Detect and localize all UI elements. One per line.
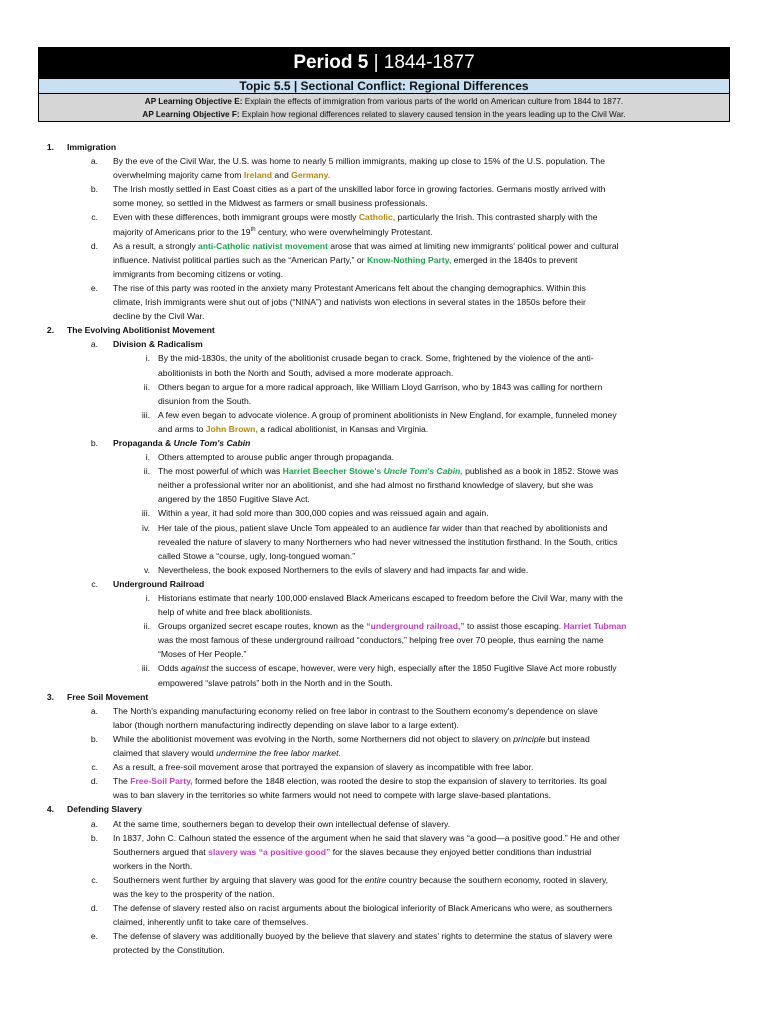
- text-run: Harriet Tubman: [563, 621, 627, 632]
- outline-line: [0, 859, 768, 873]
- text-run: principle: [513, 733, 546, 744]
- outline-line: [0, 210, 768, 224]
- outline-line: [0, 295, 768, 309]
- text-run: was to ban slavery in the territories so white farmers would not need to compete with large slave-based plantations.: [113, 790, 552, 801]
- text-run: a radical abolitionist, in Kansas and Virginia.: [257, 423, 429, 434]
- outline-line: [0, 647, 768, 661]
- line-text: [113, 210, 598, 224]
- outline-line: [0, 253, 768, 267]
- outline-line: [0, 394, 768, 408]
- outline-line: [0, 281, 768, 295]
- text-run: immigrants from becoming citizens or voting.: [113, 268, 284, 279]
- text-run: country because the southern economy, rooted in slavery,: [386, 874, 609, 885]
- line-text: [113, 577, 204, 591]
- outline-line: [0, 154, 768, 168]
- text-run: Her tale of the pious, patient slave Uncle Tom appealed to an audience far wider than that reached by abolitionists and: [158, 522, 608, 533]
- list-marker: b.: [90, 733, 98, 744]
- line-text: [113, 929, 612, 943]
- line-text: [67, 323, 215, 337]
- line-text: [113, 774, 607, 788]
- text-run: to assist those escaping.: [464, 621, 564, 632]
- text-run: As a result, a free-soil movement arose that portrayed the expansion of slavery as incompatible with free labor.: [113, 762, 534, 773]
- text-run: Even with these differences, both immigrant groups were mostly: [113, 212, 359, 223]
- objective-e-text: Explain the effects of immigration from various parts of the world on American culture from 1844 to 1877.: [242, 97, 624, 106]
- text-run: claimed that slavery would: [113, 748, 217, 759]
- text-run: against: [180, 663, 209, 674]
- line-text: [67, 690, 148, 704]
- line-text: [158, 492, 310, 506]
- line-text: [158, 633, 604, 647]
- outline-line: [0, 915, 768, 929]
- outline-line: [0, 168, 768, 182]
- text-run: The North's expanding manufacturing economy relied on free labor in contrast to the Southern economy's dependence on slave: [113, 705, 598, 716]
- text-run: some money, so settled in the Midwest as farmers or small business professionals.: [113, 198, 428, 209]
- line-text: [113, 239, 619, 253]
- text-run: Free-Soil Party,: [130, 776, 193, 787]
- outline-line: [0, 309, 768, 323]
- text-run: By the mid-1830s, the unity of the abolitionist crusade began to crack. Some, frightened by the violence of the anti-: [158, 353, 594, 364]
- list-marker: iii.: [141, 409, 150, 420]
- text-run: the success of escape, however, were very high, especially after the 1850 Fugitive Slave Act more robustly: [208, 663, 617, 674]
- text-run: called Stowe a “course, ugly, long-tongued woman.”: [158, 550, 356, 561]
- outline-line: [0, 845, 768, 859]
- text-run: Know-Nothing Party,: [366, 254, 452, 265]
- outline-line: [0, 436, 768, 450]
- line-text: [158, 380, 602, 394]
- text-run: As a result, a strongly: [113, 240, 199, 251]
- text-run: overwhelming majority came from: [113, 170, 244, 181]
- text-run: century, who were overwhelmingly Protestant.: [255, 226, 433, 237]
- line-text: [113, 732, 590, 746]
- line-text: [113, 225, 433, 239]
- period-banner: [38, 47, 730, 78]
- text-run: Others attempted to arouse public anger through propaganda.: [158, 452, 395, 463]
- line-text: [158, 450, 394, 464]
- text-run: undermine the free labor market.: [216, 748, 341, 759]
- line-text: [158, 647, 246, 661]
- list-marker: b.: [90, 184, 98, 195]
- outline-line: [0, 901, 768, 915]
- line-text: [113, 253, 577, 267]
- outline-line: [0, 760, 768, 774]
- line-text: [158, 408, 617, 422]
- text-run: Nevertheless, the book exposed Northerners to the evils of slavery and had impacts far and wide.: [158, 564, 529, 575]
- list-marker: i.: [145, 353, 150, 364]
- text-run: John Brown,: [205, 423, 258, 434]
- list-marker: a.: [90, 818, 98, 829]
- text-run: Uncle Tom's Cabin,: [383, 466, 463, 477]
- text-run: Underground Railroad: [113, 578, 205, 589]
- line-text: [113, 295, 586, 309]
- line-text: [113, 746, 341, 760]
- text-run: decline by the Civil War.: [113, 311, 205, 322]
- text-run: The defense of slavery rested also on racist arguments about the biological inferiority of Black Americans who were, as southerners: [113, 903, 613, 914]
- outline-line: [0, 746, 768, 760]
- objective-e: [39, 95, 729, 108]
- list-marker: iii.: [141, 663, 150, 674]
- list-marker: 4.: [46, 804, 54, 815]
- text-run: help of white and free black abolitionists.: [158, 607, 313, 618]
- list-marker: d.: [90, 903, 98, 914]
- line-text: [158, 619, 626, 633]
- outline-line: [0, 732, 768, 746]
- text-run: was the most famous of these underground railroad “conductors,” helping free over 70 people, thus earning the name: [158, 635, 604, 646]
- text-run: arose that was aimed at limiting new immigrants' political power and cultural: [327, 240, 619, 251]
- outline-line: [0, 351, 768, 365]
- text-run: Southerners went further by arguing that slavery was good for the: [113, 874, 365, 885]
- outline-line: [0, 817, 768, 831]
- line-text: [113, 337, 203, 351]
- list-marker: i.: [145, 593, 150, 603]
- text-run: published as a book in 1852. Stowe was: [462, 466, 619, 477]
- outline-line: [0, 563, 768, 577]
- line-text: [113, 831, 620, 845]
- outline-line: [0, 802, 768, 816]
- list-marker: iv.: [142, 522, 150, 533]
- list-marker: d.: [90, 776, 98, 787]
- line-text: [113, 760, 533, 774]
- outline-line: [0, 929, 768, 943]
- line-text: [113, 915, 308, 929]
- outline-line: [0, 704, 768, 718]
- text-run: and: [272, 170, 292, 181]
- text-run: revealed the nature of slavery to many Northerners who had never witnessed the institution firsthand. In the South, critics: [158, 536, 618, 547]
- text-run: Others began to argue for a more radical approach, like William Lloyd Garrison, who by 1843 was calling for northern: [158, 381, 603, 392]
- list-marker: a.: [90, 339, 98, 350]
- line-text: [158, 506, 489, 520]
- outline-line: [0, 408, 768, 422]
- outline-line: [0, 661, 768, 675]
- outline-line: [0, 577, 768, 591]
- line-text: [158, 478, 593, 492]
- text-run: th: [250, 226, 256, 233]
- text-run: Immigration: [67, 142, 117, 152]
- text-run: claimed, inherently unfit to take care of themselves.: [113, 917, 309, 928]
- text-run: Free Soil Movement: [67, 691, 149, 702]
- line-text: [113, 845, 591, 859]
- topic-title: Topic 5.5 | Sectional Conflict: Regional Differences: [38, 78, 730, 94]
- outline-line: [0, 366, 768, 380]
- list-marker: a.: [90, 156, 98, 167]
- line-text: [113, 859, 192, 873]
- outline-line: [0, 478, 768, 492]
- text-run: Southerners argued that: [113, 846, 209, 857]
- outline-line: [0, 492, 768, 506]
- list-marker: c.: [91, 762, 98, 773]
- text-run: slavery was “a positive good”: [208, 846, 331, 857]
- objective-f-label: AP Learning Objective F:: [142, 110, 240, 119]
- text-run: Division & Radicalism: [113, 339, 203, 350]
- text-run: Groups organized secret escape routes, known as the: [158, 621, 367, 632]
- text-run: At the same time, southerners began to develop their own intellectual defense of slavery.: [113, 818, 451, 829]
- outline-line: [0, 239, 768, 253]
- line-text: [158, 464, 618, 478]
- text-run: Historians estimate that nearly 100,000 enslaved Black Americans escaped to freedom before the Civil War, many with the: [158, 593, 623, 603]
- outline-line: [0, 337, 768, 351]
- text-run: disunion from the South.: [158, 395, 252, 406]
- objective-f-text: Explain how regional differences related to slavery caused tension in the years leading up to the Civil War.: [239, 110, 626, 119]
- outline-line: [0, 267, 768, 281]
- line-text: [113, 817, 450, 831]
- list-marker: e.: [90, 931, 98, 942]
- text-run: entire: [364, 874, 387, 885]
- line-text: [113, 309, 204, 323]
- outline-line: [0, 774, 768, 788]
- text-run: While the abolitionist movement was evolving in the North, some Northerners did not object to slavery on: [113, 733, 514, 744]
- line-text: [158, 661, 617, 675]
- outline-line: [0, 619, 768, 633]
- list-marker: 1.: [46, 142, 54, 152]
- list-marker: c.: [91, 578, 98, 589]
- outline-line: [0, 690, 768, 704]
- line-text: [158, 676, 393, 690]
- text-run: and arms to: [158, 423, 206, 434]
- text-run: neither a professional writer nor an abolitionist, and she had almost no firsthand knowledge of slavery, but she was: [158, 480, 594, 491]
- list-marker: a.: [90, 705, 98, 716]
- list-marker: 2.: [46, 325, 54, 336]
- text-run: emerged in the 1840s to prevent: [451, 254, 578, 265]
- outline-line: [0, 182, 768, 196]
- list-marker: i.: [145, 452, 150, 463]
- outline-line: [0, 140, 768, 154]
- line-text: [113, 154, 605, 168]
- outline-line: [0, 633, 768, 647]
- line-text: [113, 168, 330, 182]
- outline-line: [0, 887, 768, 901]
- line-text: [113, 943, 225, 957]
- line-text: [67, 140, 116, 154]
- outline-line: [0, 943, 768, 957]
- list-marker: b.: [90, 832, 98, 843]
- outline-line: [0, 422, 768, 436]
- text-run: anti-Catholic nativist movement: [198, 240, 328, 251]
- line-text: [113, 718, 459, 732]
- line-text: [158, 394, 251, 408]
- line-text: [113, 436, 250, 450]
- list-marker: b.: [90, 437, 98, 448]
- text-run: A few even began to advocate violence. A group of prominent abolitionists in New England, for example, funneled money: [158, 409, 617, 420]
- line-text: [113, 788, 551, 802]
- text-run: In 1837, John C. Calhoun stated the essence of the argument when he said that slavery was “a good—a positive good.” He and other: [113, 832, 620, 843]
- outline-line: [0, 521, 768, 535]
- outline-line: [0, 591, 768, 605]
- outline-line: [0, 323, 768, 337]
- period-label: Period 5: [293, 52, 369, 73]
- text-run: was the key to the prosperity of the nation.: [113, 888, 275, 899]
- list-marker: ii.: [143, 466, 150, 477]
- text-run: Ireland: [243, 170, 273, 181]
- outline-line: [0, 535, 768, 549]
- text-run: The Evolving Abolitionist Movement: [67, 325, 215, 336]
- outline-line: [0, 380, 768, 394]
- line-text: [113, 281, 586, 295]
- text-run: The Irish mostly settled in East Coast cities as a part of the unskilled labor force in growing factories. Germans mostly arrived with: [113, 184, 606, 195]
- outline-line: [0, 225, 768, 239]
- text-run: Within a year, it had sold more than 300,000 copies and was reissued again and again.: [158, 508, 489, 519]
- line-text: [158, 605, 312, 619]
- objective-f: [39, 108, 729, 121]
- period-years: 1844-1877: [383, 52, 475, 73]
- line-text: [158, 521, 607, 535]
- list-marker: iii.: [141, 508, 150, 519]
- list-marker: 3.: [46, 691, 54, 702]
- outline-line: [0, 718, 768, 732]
- line-text: [67, 802, 142, 816]
- outline-line: [0, 605, 768, 619]
- text-run: protected by the Constitution.: [113, 945, 225, 956]
- line-text: [158, 563, 528, 577]
- line-text: [113, 704, 598, 718]
- line-text: [113, 182, 605, 196]
- text-run: angered by the 1850 Fugitive Slave Act.: [158, 494, 310, 505]
- outline-line: [0, 450, 768, 464]
- line-text: [158, 351, 594, 365]
- text-run: The: [113, 776, 131, 787]
- text-run: Uncle Tom's Cabin: [173, 437, 251, 448]
- line-text: [158, 366, 453, 380]
- line-text: [158, 422, 428, 436]
- text-run: The defense of slavery was additionally buoyed by the believe that slavery and states' rights to determine the status of slavery were: [113, 931, 613, 942]
- list-marker: v.: [143, 564, 150, 575]
- text-run: workers in the North.: [113, 860, 193, 871]
- outline-line: [0, 464, 768, 478]
- line-text: [158, 549, 355, 563]
- text-run: particularly the Irish. This contrasted sharply with the: [395, 212, 598, 223]
- list-marker: c.: [91, 874, 98, 885]
- text-run: climate, Irish immigrants were shut out of jobs (“NINA”) and nativists won elections in several states in the 1850s before their: [113, 297, 586, 308]
- learning-objectives: [38, 94, 730, 122]
- list-marker: c.: [91, 212, 98, 223]
- list-marker: ii.: [143, 621, 150, 632]
- outline-line: [0, 831, 768, 845]
- list-marker: d.: [90, 240, 98, 251]
- text-run: “Moses of Her People.”: [158, 649, 247, 660]
- outline-line: [0, 506, 768, 520]
- text-run: The most powerful of which was: [158, 466, 283, 477]
- line-text: [113, 267, 283, 281]
- list-marker: e.: [90, 282, 98, 293]
- outline-body: [0, 140, 768, 957]
- text-run: formed before the 1848 election, was rooted the desire to stop the expansion of slavery to territories. Its goal: [192, 776, 607, 787]
- line-text: [113, 196, 428, 210]
- outline-line: [0, 549, 768, 563]
- text-run: but instead: [545, 733, 590, 744]
- text-run: labor (though northern manufacturing indirectly depending on slave labor to a large extent).: [113, 719, 459, 730]
- text-run: “underground railroad,”: [366, 621, 465, 632]
- text-run: for the slaves because they enjoyed better conditions than industrial: [330, 846, 592, 857]
- text-run: empowered “slave patrols” both in the North and in the South.: [158, 677, 393, 688]
- period-separator: |: [368, 52, 384, 73]
- outline-line: [0, 676, 768, 690]
- text-run: The rise of this party was rooted in the anxiety many Protestant Americans felt about the changing demographics. Within this: [113, 282, 586, 293]
- list-marker: ii.: [143, 381, 150, 392]
- line-text: [158, 591, 623, 605]
- text-run: majority of Americans prior to the 19: [113, 226, 251, 237]
- text-run: Odds: [158, 663, 181, 674]
- text-run: Propaganda &: [113, 437, 174, 448]
- text-run: Harriet Beecher Stowe's: [282, 466, 384, 477]
- text-run: Germany.: [291, 170, 331, 181]
- line-text: [158, 535, 618, 549]
- outline-line: [0, 873, 768, 887]
- text-run: abolitionists in both the North and South, advised a more moderate approach.: [158, 367, 454, 378]
- line-text: [113, 887, 274, 901]
- text-run: Defending Slavery: [67, 804, 142, 815]
- text-run: influence. Nativist political parties such as the “American Party,” or: [113, 254, 367, 265]
- text-run: Catholic,: [358, 212, 396, 223]
- objective-e-label: AP Learning Objective E:: [144, 97, 243, 106]
- outline-line: [0, 788, 768, 802]
- text-run: By the eve of the Civil War, the U.S. was home to nearly 5 million immigrants, making up close to 15% of the U.S. population. The: [113, 156, 605, 167]
- line-text: [113, 901, 612, 915]
- line-text: [113, 873, 608, 887]
- outline-line: [0, 196, 768, 210]
